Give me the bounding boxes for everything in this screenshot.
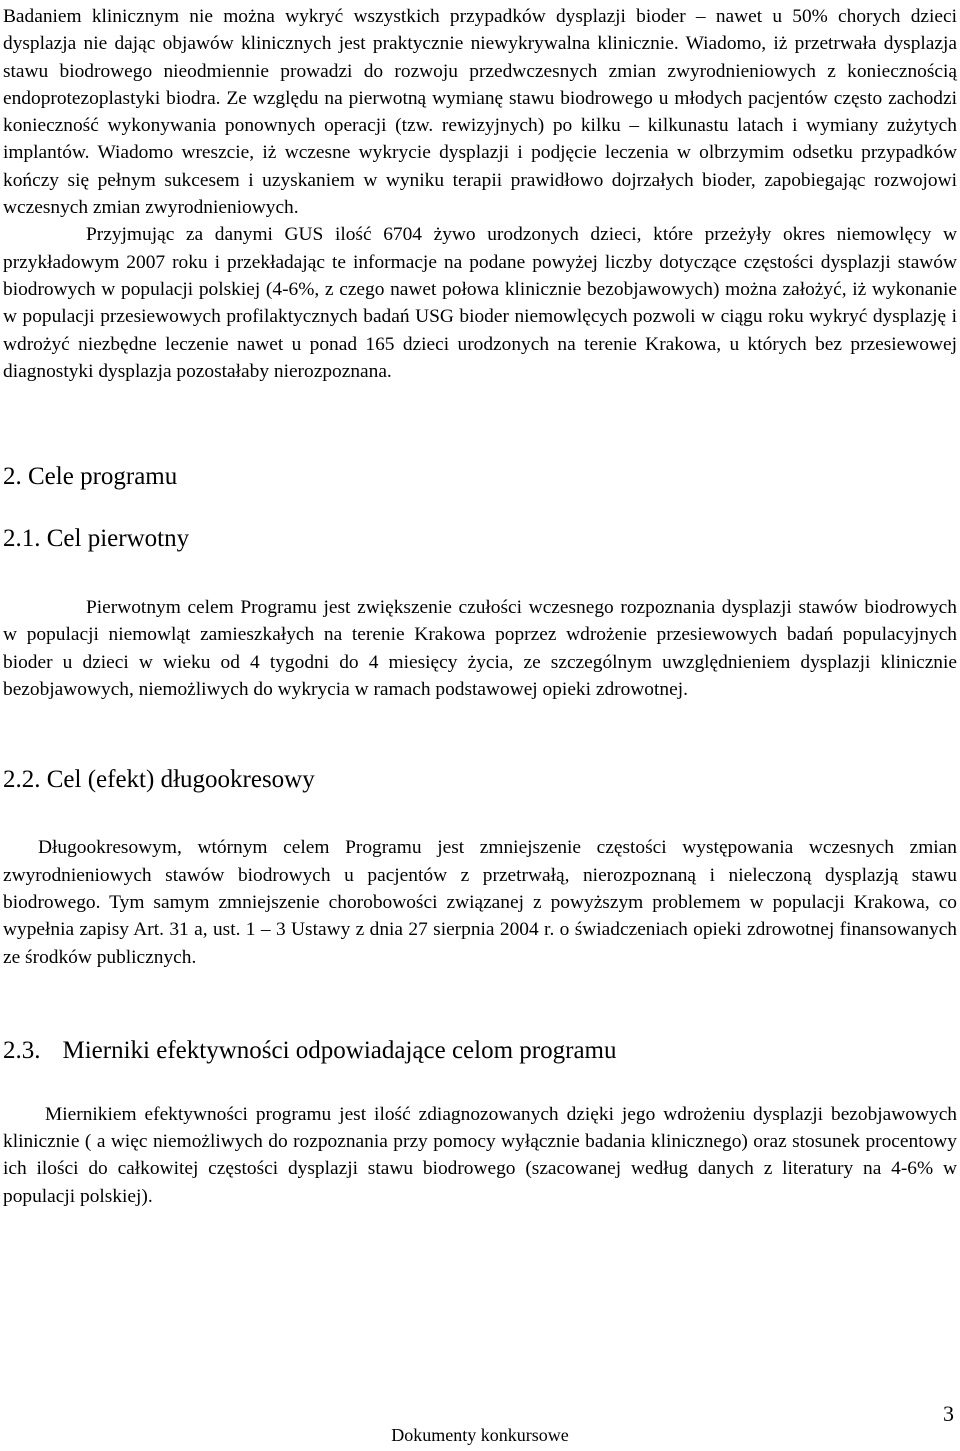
heading-number: 2.1.: [3, 525, 41, 553]
heading-number: 2.3.: [3, 1036, 41, 1064]
paragraph-mierniki: Miernikiem efektywności programu jest ilość zdiagnozowanych dzięki jego wdrożeniu dysplazji bezobjawowych klinicznie ( a więc niemożliwych do rozpoznania przy pomocy wyłącznie badania klinicznego) oraz stosunek procentowy ich ilości do całkowitej częstości dysplazji stawu biodrowego (szacowanej według danych z literatury na 4-6% w populacji polskiej).: [3, 1103, 957, 1207]
paragraph-dysplazja-intro: Badaniem klinicznym nie można wykryć wszystkich przypadków dysplazji bioder – nawet u 50% chorych dzieci dysplazja nie dając objawów klinicznych jest praktycznie niewykrywalna klinicznie. Wiadomo, iż przetrwała dysplazja stawu biodrowego nieodmiennie prowadzi do rozwoju przedwczesnych zmian zwyrodnieniowych z koniecznością endoprotezoplastyki biodra. Ze względu na pierwotną wymianę stawu biodrowego u młodych pacjentów często zachodzi konieczność wykonywania ponownych operacji (tzw. rewizyjnych) po kilku – kilkunastu latach i wymiany zużytych implantów. Wiadomo wreszcie, iż wczesne wykrycie dysplazji i podjęcie leczenia w olbrzymim odsetku przypadków kończy się pełnym sukcesem i uzyskaniem w wyniku terapii prawidłowo dojrzałych bioder, zapobiegając rozwojowi wczesnych zmian zwyrodnieniowych.: [3, 6, 957, 219]
page-number: 3: [943, 1401, 954, 1426]
heading-text: Cel (efekt) długookresowy: [46, 766, 315, 794]
document-page: [3, 0, 957, 1210]
paragraph-cel-dlugookresowy: Długookresowym, wtórnym celem Programu jest zmniejszenie częstości występowania wczesnych zmian zwyrodnieniowych stawów biodrowych u pacjentów z przetrwałą, nierozpoznaną i nieleczoną dysplazją stawu biodrowego. Tym samym zmniejszenie chorobowości związanej z powyższym problemem w populacji Krakowa, co wypełnia zapisy Art. 31 a, ust. 1 – 3 Ustawy z dnia 27 sierpnia 2004 r. o świadczeniach opieki zdrowotnej finansowanych ze środków publicznych.: [3, 837, 957, 968]
heading-text: Cel pierwotny: [46, 525, 190, 553]
footer-label: Dokumenty konkursowe: [391, 1425, 569, 1445]
heading-cel-pierwotny: [3, 524, 957, 554]
heading-cele-programu: 2. Cele programu: [3, 463, 178, 491]
paragraph-cel-pierwotny: Pierwotnym celem Programu jest zwiększenie czułości wczesnego rozpoznania dysplazji stawów biodrowych w populacji niemowląt zamieszkałych na terenie Krakowa poprzez wdrożenie przesiewowych badań populacyjnych bioder u dzieci w wieku od 4 tygodni do 4 miesięcy życia, ze szczególnym uwzględnieniem dysplazji klinicznie bezobjawowych, niemożliwych do wykrycia w ramach podstawowej opieki zdrowotnej.: [3, 597, 957, 701]
paragraph-gus-statistics: Przyjmując za danymi GUS ilość 6704 żywo urodzonych dzieci, które przeżyły okres niemowlęcy w przykładowym 2007 roku i przekładając te informacje na podane powyżej liczby dotyczące częstości dysplazji stawów biodrowych w populacji polskiej (4-6%, z czego nawet połowa klinicznie bezobjawowych) można założyć, iż wykonanie w populacji przesiewowych profilaktycznych badań USG bioder niemowlęcych pozwoli w ciągu roku wykryć dysplazję i wdrożyć niezbędne leczenie nawet u ponad 165 dzieci urodzonych na terenie Krakowa, u których bez przesiewowej diagnostyki dysplazja pozostałaby nierozpoznana.: [3, 224, 957, 382]
heading-cel-dlugookresowy: [3, 765, 957, 795]
heading-number: 2.2.: [3, 766, 41, 794]
heading-text: Mierniki efektywności odpowiadające celom programu: [62, 1036, 617, 1064]
heading-mierniki-efektywnosci: [3, 1036, 957, 1066]
